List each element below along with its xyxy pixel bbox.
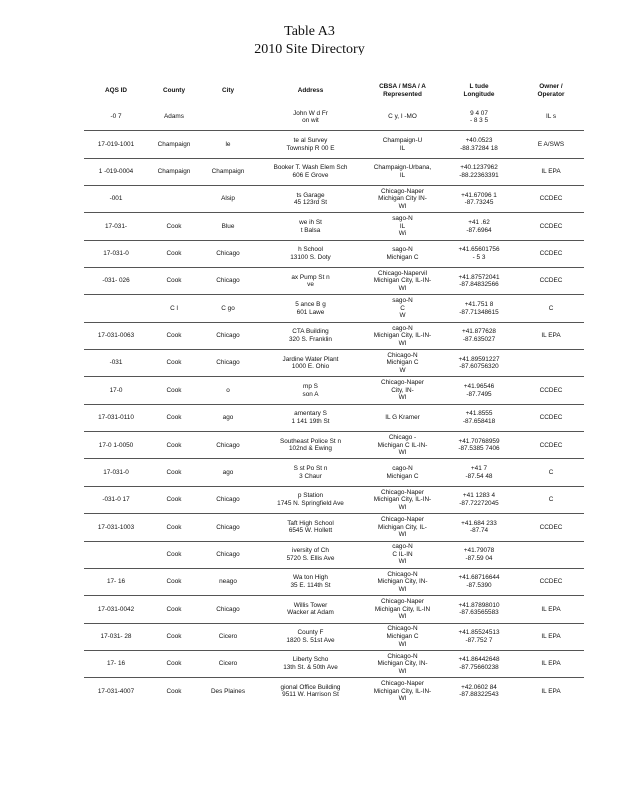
cell-county: Cook <box>148 322 200 349</box>
cell-operator: IL EPA <box>541 687 561 695</box>
cell-city: Alsip <box>200 186 256 213</box>
cell-city: ago <box>200 404 256 431</box>
table-row <box>84 350 584 377</box>
cell-aqs-id: -031- 026 <box>84 268 148 295</box>
cell-address: CTA Building 320 S. Franklin <box>256 322 365 349</box>
cell-aqs-id <box>84 541 148 568</box>
column-header <box>148 78 200 104</box>
cell-lat-long: +41.65601756 - 5 3 <box>440 240 518 267</box>
cell-operator: IL EPA <box>518 158 584 185</box>
cell-lat-long: +41.67096 1 -87.73245 <box>440 186 518 213</box>
cell-address: te al Survey Township R 00 E <box>256 131 365 158</box>
cell-cbsa: Chicago - Michigan C IL-IN- WI <box>365 432 440 459</box>
cell-address: iversity of Ch 5720 S. Ellis Ave <box>256 541 365 568</box>
cell-city: Blue <box>200 213 256 240</box>
table-row <box>84 186 584 213</box>
cell-county: Cook <box>148 268 200 295</box>
cell-city: Cicero <box>200 650 256 677</box>
cell-operator <box>518 541 584 568</box>
table-row <box>84 104 584 131</box>
table-row <box>84 650 584 677</box>
cell-aqs-id: 17- 16 <box>84 650 148 677</box>
cell-operator: CCDEC <box>518 404 584 431</box>
cell-operator: CCDEC <box>518 240 584 267</box>
cell-county: Cook <box>148 213 200 240</box>
table-header <box>84 78 584 104</box>
cell-operator: CCDEC <box>518 568 584 595</box>
site-directory-table <box>84 78 584 705</box>
cell-county: Champaign <box>148 158 200 185</box>
cell-city: Chicago <box>200 240 256 267</box>
cell-cbsa: Chicago-Naper Michigan City IN- WI <box>365 186 440 213</box>
cell-address: ts Garage 45 123rd St <box>256 186 365 213</box>
cell-aqs-id: 17-031-4007 <box>97 687 135 695</box>
cell-county: Cook <box>148 350 200 377</box>
cell-cbsa: Champaign-U IL <box>365 131 440 158</box>
table-row <box>84 568 584 595</box>
cell-aqs-id: 17-031- 28 <box>84 623 148 650</box>
cell-address: Liberty Scho 13th St. & 50th Ave <box>256 650 365 677</box>
cell-county: Cook <box>148 623 200 650</box>
cell-address: h School 13100 S. Doty <box>256 240 365 267</box>
cell-city: ago <box>200 459 256 486</box>
cell-county: Cook <box>148 486 200 513</box>
table-row <box>84 514 584 541</box>
cell-address: John W d Fr on wit <box>256 104 365 131</box>
column-header-label: L tude Longitude <box>463 83 495 98</box>
cell-city: Chicago <box>200 432 256 459</box>
cell-cbsa: sago-N IL Wi <box>365 213 440 240</box>
cell-city: Chicago <box>200 268 256 295</box>
header-row <box>84 78 584 104</box>
cell-city: Champaign <box>200 158 256 185</box>
cell-county: Champaign <box>148 131 200 158</box>
cell-address: S st Po St n 3 Chaur <box>256 459 365 486</box>
cell-county: Cook <box>148 541 200 568</box>
table-row <box>84 268 584 295</box>
table-row <box>84 213 584 240</box>
cell-address: p Station 1745 N. Springfield Ave <box>256 486 365 513</box>
cell-lat-long: +41.86442648 -87.75660238 <box>440 650 518 677</box>
cell-aqs-id: -001 <box>84 186 148 213</box>
cell-cbsa: Champaign-Urbana, IL <box>365 158 440 185</box>
cell-county: Cook <box>148 404 200 431</box>
cell-cbsa: IL G Kramer <box>365 404 440 431</box>
cell-city <box>200 104 256 131</box>
table-row <box>84 623 584 650</box>
cell-address: Southeast Police St n 102nd & Ewing <box>256 432 365 459</box>
cell-aqs-id: 17-031-0110 <box>84 404 148 431</box>
cell-address: Jardine Water Plant 1000 E. Ohio <box>256 350 365 377</box>
cell-city: Chicago <box>200 350 256 377</box>
cell-address: amentary S 1 141 19th St <box>256 404 365 431</box>
table-row <box>84 596 584 623</box>
cell-address: mp S son A <box>256 377 365 404</box>
cell-county: C l <box>148 295 200 322</box>
cell-aqs-id: 17-031-0 <box>84 459 148 486</box>
column-header-label: AQS ID <box>104 87 127 95</box>
cell-county: Cook <box>148 432 200 459</box>
cell-lat-long: +40.0523 -88.37284 18 <box>440 131 518 158</box>
cell-cbsa: cago-N Michigan City, IL-IN- WI <box>365 322 440 349</box>
cell-city: o <box>200 377 256 404</box>
cell-aqs-id: -031-0 17 <box>84 486 148 513</box>
table-row <box>84 404 584 431</box>
table-row <box>84 158 584 185</box>
cell-operator: C <box>518 486 584 513</box>
column-header <box>518 78 584 104</box>
cell-address: we ih St t Balsa <box>256 213 365 240</box>
cell-city: Chicago <box>200 541 256 568</box>
cell-aqs-id: 17-031-0 <box>84 240 148 267</box>
cell-operator: CCDEC <box>518 432 584 459</box>
cell-county: Cook <box>148 459 200 486</box>
cell-county: Cook <box>148 240 200 267</box>
cell-lat-long: +41.8555 -87.658418 <box>440 404 518 431</box>
cell-operator: E A/SWS <box>518 131 584 158</box>
cell-operator <box>518 350 584 377</box>
cell-aqs-id: 17- 16 <box>84 568 148 595</box>
cell-aqs-id: 17-0 1-0050 <box>84 432 148 459</box>
cell-lat-long: +42.0602 84 -87.88322543 <box>459 683 499 699</box>
column-header <box>200 78 256 104</box>
cell-lat-long: +41.79078 -87.59 04 <box>440 541 518 568</box>
cell-lat-long: +41.96546 -87.7495 <box>440 377 518 404</box>
cell-city: Chicago <box>200 322 256 349</box>
cell-aqs-id: 17-019-1001 <box>84 131 148 158</box>
cell-city: Chicago <box>200 486 256 513</box>
cell-cbsa: sago-N Michigan C <box>365 240 440 267</box>
column-header <box>84 78 148 104</box>
cell-county <box>148 186 200 213</box>
cell-cbsa: Chicago-N Michigan City, IN- WI <box>365 650 440 677</box>
cell-address: Booker T. Wash Elem Sch 606 E Grove <box>256 158 365 185</box>
cell-lat-long: +41 7 -87.54 48 <box>440 459 518 486</box>
cell-aqs-id: 17-0 <box>84 377 148 404</box>
table-row <box>84 322 584 349</box>
cell-lat-long: 9 4 07 - 8 3 5 <box>440 104 518 131</box>
cell-operator: IL EPA <box>518 623 584 650</box>
cell-cbsa: Chicago-Naper Michigan City, IL-IN WI <box>365 596 440 623</box>
cell-cbsa: sago-N C W <box>365 295 440 322</box>
table-row <box>84 295 584 322</box>
table-row <box>84 377 584 404</box>
cell-lat-long: +41.751 8 -87.71348615 <box>440 295 518 322</box>
cell-lat-long: +41 1283 4 -87.72272045 <box>440 486 518 513</box>
table-row <box>84 486 584 513</box>
cell-lat-long: +41.70768959 -87.5385 7406 <box>440 432 518 459</box>
cell-address: Wa ton High 35 E. 114th St <box>256 568 365 595</box>
cell-lat-long: +41.87898010 -87.63565583 <box>440 596 518 623</box>
cell-operator: C <box>518 295 584 322</box>
column-header <box>440 78 518 104</box>
cell-aqs-id: 17-031-1003 <box>84 514 148 541</box>
column-header-label: County <box>162 87 185 95</box>
cell-county: Cook <box>166 687 182 695</box>
cell-cbsa: Chicago-Naper Michigan City, IL- WI <box>365 514 440 541</box>
cell-cbsa: C y, I -MO <box>365 104 440 131</box>
cell-operator: CCDEC <box>518 377 584 404</box>
cell-county: Cook <box>148 650 200 677</box>
cell-operator: IL EPA <box>518 650 584 677</box>
cell-cbsa: cago-N C IL-IN WI <box>365 541 440 568</box>
cell-county: Cook <box>148 514 200 541</box>
cell-county: Cook <box>148 377 200 404</box>
cell-aqs-id: -0 7 <box>84 104 148 131</box>
cell-aqs-id <box>84 295 148 322</box>
cell-address: ax Pump St n ve <box>256 268 365 295</box>
cell-lat-long: +41.877628 -87.635027 <box>440 322 518 349</box>
cell-county: Cook <box>148 568 200 595</box>
cell-county: Adams <box>148 104 200 131</box>
cell-cbsa: cago-N Michigan C <box>365 459 440 486</box>
column-header-label: City <box>221 87 235 95</box>
cell-address: 5 ance B g 601 Lawe <box>256 295 365 322</box>
cell-operator: CCDEC <box>518 213 584 240</box>
cell-city: le <box>200 131 256 158</box>
cell-aqs-id: 17-031-0042 <box>84 596 148 623</box>
cell-city: Cicero <box>200 623 256 650</box>
cell-address: Taft High School 6545 W. Hollett <box>256 514 365 541</box>
table-title: Table A3 <box>284 24 335 39</box>
column-header <box>365 78 440 104</box>
cell-city: neago <box>200 568 256 595</box>
cell-aqs-id: 17-031- <box>84 213 148 240</box>
cell-lat-long: +41.68716644 -87.5390 <box>440 568 518 595</box>
cell-cbsa: Chicago-Naper City, IN- WI <box>365 377 440 404</box>
cell-cbsa: Chicago-N Michigan City, IN- WI <box>365 568 440 595</box>
column-header-label: CBSA / MSA / A Represented <box>379 83 426 98</box>
cell-city: Des Plaines <box>210 687 246 695</box>
cell-lat-long: +41.85524513 -87.752 7 <box>440 623 518 650</box>
cell-address: County F 1820 S. 51st Ave <box>256 623 365 650</box>
table-row <box>84 459 584 486</box>
cell-operator: IL s <box>518 104 584 131</box>
column-header-label: Address <box>297 87 324 95</box>
cell-operator: C <box>518 459 584 486</box>
cell-lat-long: +41.89591227 -87.60756320 <box>440 350 518 377</box>
table-row <box>84 541 584 568</box>
cell-city: Chicago <box>200 596 256 623</box>
column-header-label: Owner / Operator <box>537 83 565 98</box>
cell-aqs-id: 1 -019-0004 <box>84 158 148 185</box>
cell-aqs-id: -031 <box>84 350 148 377</box>
cell-cbsa: Chicago-N Michigan C WI <box>365 623 440 650</box>
table-row <box>84 432 584 459</box>
table-subtitle: 2010 Site Directory <box>254 42 365 55</box>
cell-lat-long: +41.87572041 -87.84832566 <box>440 268 518 295</box>
cell-cbsa: Chicago-Napervil Michigan City, IL-IN- WI <box>365 268 440 295</box>
cell-cbsa: Chicago-Naper Michigan City, IL-IN- WI <box>373 680 432 703</box>
cell-operator: CCDEC <box>518 514 584 541</box>
cell-lat-long: +41 .62 -87.6964 <box>440 213 518 240</box>
cell-operator: CCDEC <box>518 268 584 295</box>
cell-operator: IL EPA <box>518 596 584 623</box>
cell-aqs-id: 17-031-0063 <box>84 322 148 349</box>
cell-address: Willis Tower Wacker at Adam <box>256 596 365 623</box>
cell-cbsa: Chicago-N Michigan C W <box>365 350 440 377</box>
cell-county: Cook <box>148 596 200 623</box>
cell-address: gional Office Building 9511 W. Harrison St <box>280 683 341 699</box>
cell-operator: IL EPA <box>518 322 584 349</box>
cell-lat-long: +40.1237962 -88.22363391 <box>440 158 518 185</box>
column-header <box>256 78 365 104</box>
table-row <box>84 678 584 705</box>
table-body <box>84 104 584 705</box>
cell-cbsa: Chicago-Naper Michigan City, IL-IN- WI <box>365 486 440 513</box>
table-row <box>84 131 584 158</box>
cell-city: C go <box>200 295 256 322</box>
cell-city: Chicago <box>200 514 256 541</box>
cell-lat-long: +41.684 233 -87.74 <box>440 514 518 541</box>
table-row <box>84 240 584 267</box>
cell-operator: CCDEC <box>518 186 584 213</box>
